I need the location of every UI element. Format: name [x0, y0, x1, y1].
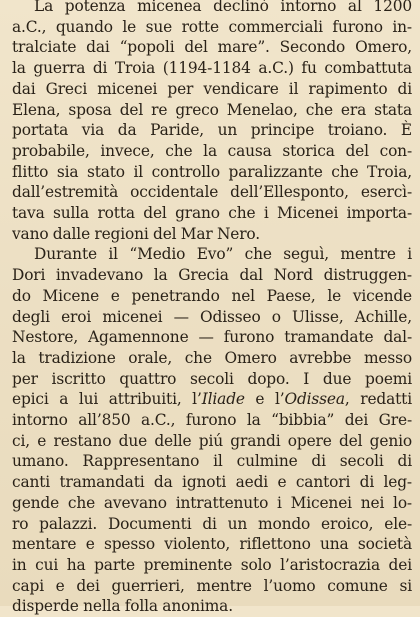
- text-line: la guerra di Troia (1194-1184 a.C.) fu combattuta: [12, 59, 412, 78]
- text-line: Nestore, Agamennone — furono tramandate dal-: [12, 328, 412, 347]
- epic-line-middle: e l’: [244, 390, 285, 409]
- odissea-title: Odissea: [284, 390, 345, 409]
- text-line: canti tramandati da ignoti aedi e cantori di leg-: [12, 473, 412, 492]
- text-line: dall’estremità occidentale dell’Ellesponto, esercì-: [12, 183, 412, 202]
- text-line: Dori invadevano la Grecia dal Nord distruggen-: [12, 266, 412, 285]
- text-line: gende che avevano intrattenuto i Micenei nei lo-: [12, 493, 412, 512]
- text-line: la tradizione orale, che Omero avrebbe messo: [12, 348, 412, 367]
- text-line: tava sulla rotta del grano che i Micenei importa-: [12, 204, 412, 223]
- text-line-with-titles: [12, 389, 412, 410]
- paragraph-1: [12, 0, 412, 244]
- text-line: Elena, sposa del re greco Menelao, che era stata: [12, 100, 412, 119]
- text-line: degli eroi micenei — Odisseo o Ulisse, Achille,: [12, 307, 412, 326]
- text-line: a.C., quando le sue rotte commerciali furono in-: [12, 17, 412, 36]
- text-line: ro palazzi. Documenti di un mondo eroico, ele-: [12, 514, 412, 533]
- text-line: do Micene e penetrando nel Paese, le vicende: [12, 286, 412, 305]
- text-line: portata via da Paride, un principe troiano. È: [12, 121, 412, 140]
- text-line: ci, e restano due delle piú grandi opere del genio: [12, 431, 412, 450]
- epic-line-after: , redatti: [344, 390, 412, 409]
- iliade-title: Iliade: [201, 390, 245, 409]
- paragraph-2: [12, 244, 412, 617]
- text-line: in cui ha parte preminente solo l’aristocrazia dei: [12, 555, 412, 574]
- epic-line-before: epici a lui attribuiti, l’: [12, 390, 202, 409]
- text-line: intorno all’850 a.C., furono la “bibbia” dei Gre-: [12, 411, 412, 430]
- text-line: umano. Rappresentano il culmine di secoli di: [12, 452, 412, 471]
- text-line: mentare e spesso violento, riflettono una società: [12, 535, 412, 554]
- text-line: Durante il “Medio Evo” che seguì, mentre i: [34, 245, 412, 264]
- text-line: La potenza micenea declinò intorno al 1200: [34, 0, 412, 15]
- text-line: tralciate dai “popoli del mare”. Secondo Omero,: [12, 38, 412, 57]
- text-line: vano dalle regioni del Mar Nero.: [12, 224, 261, 243]
- text-line: capi e dei guerrieri, mentre l’uomo comune si: [12, 576, 412, 595]
- text-line: per iscritto quattro secoli dopo. I due poemi: [12, 369, 412, 388]
- text-body: [12, 0, 412, 617]
- text-line: dai Greci micenei per vendicare il rapimento di: [12, 79, 412, 98]
- text-line: flitto sia stato il controllo paralizzante che Troia,: [12, 162, 412, 181]
- text-line: probabile, invece, che la causa storica del con-: [12, 141, 412, 160]
- text-line: disperde nella folla anonima.: [12, 597, 233, 616]
